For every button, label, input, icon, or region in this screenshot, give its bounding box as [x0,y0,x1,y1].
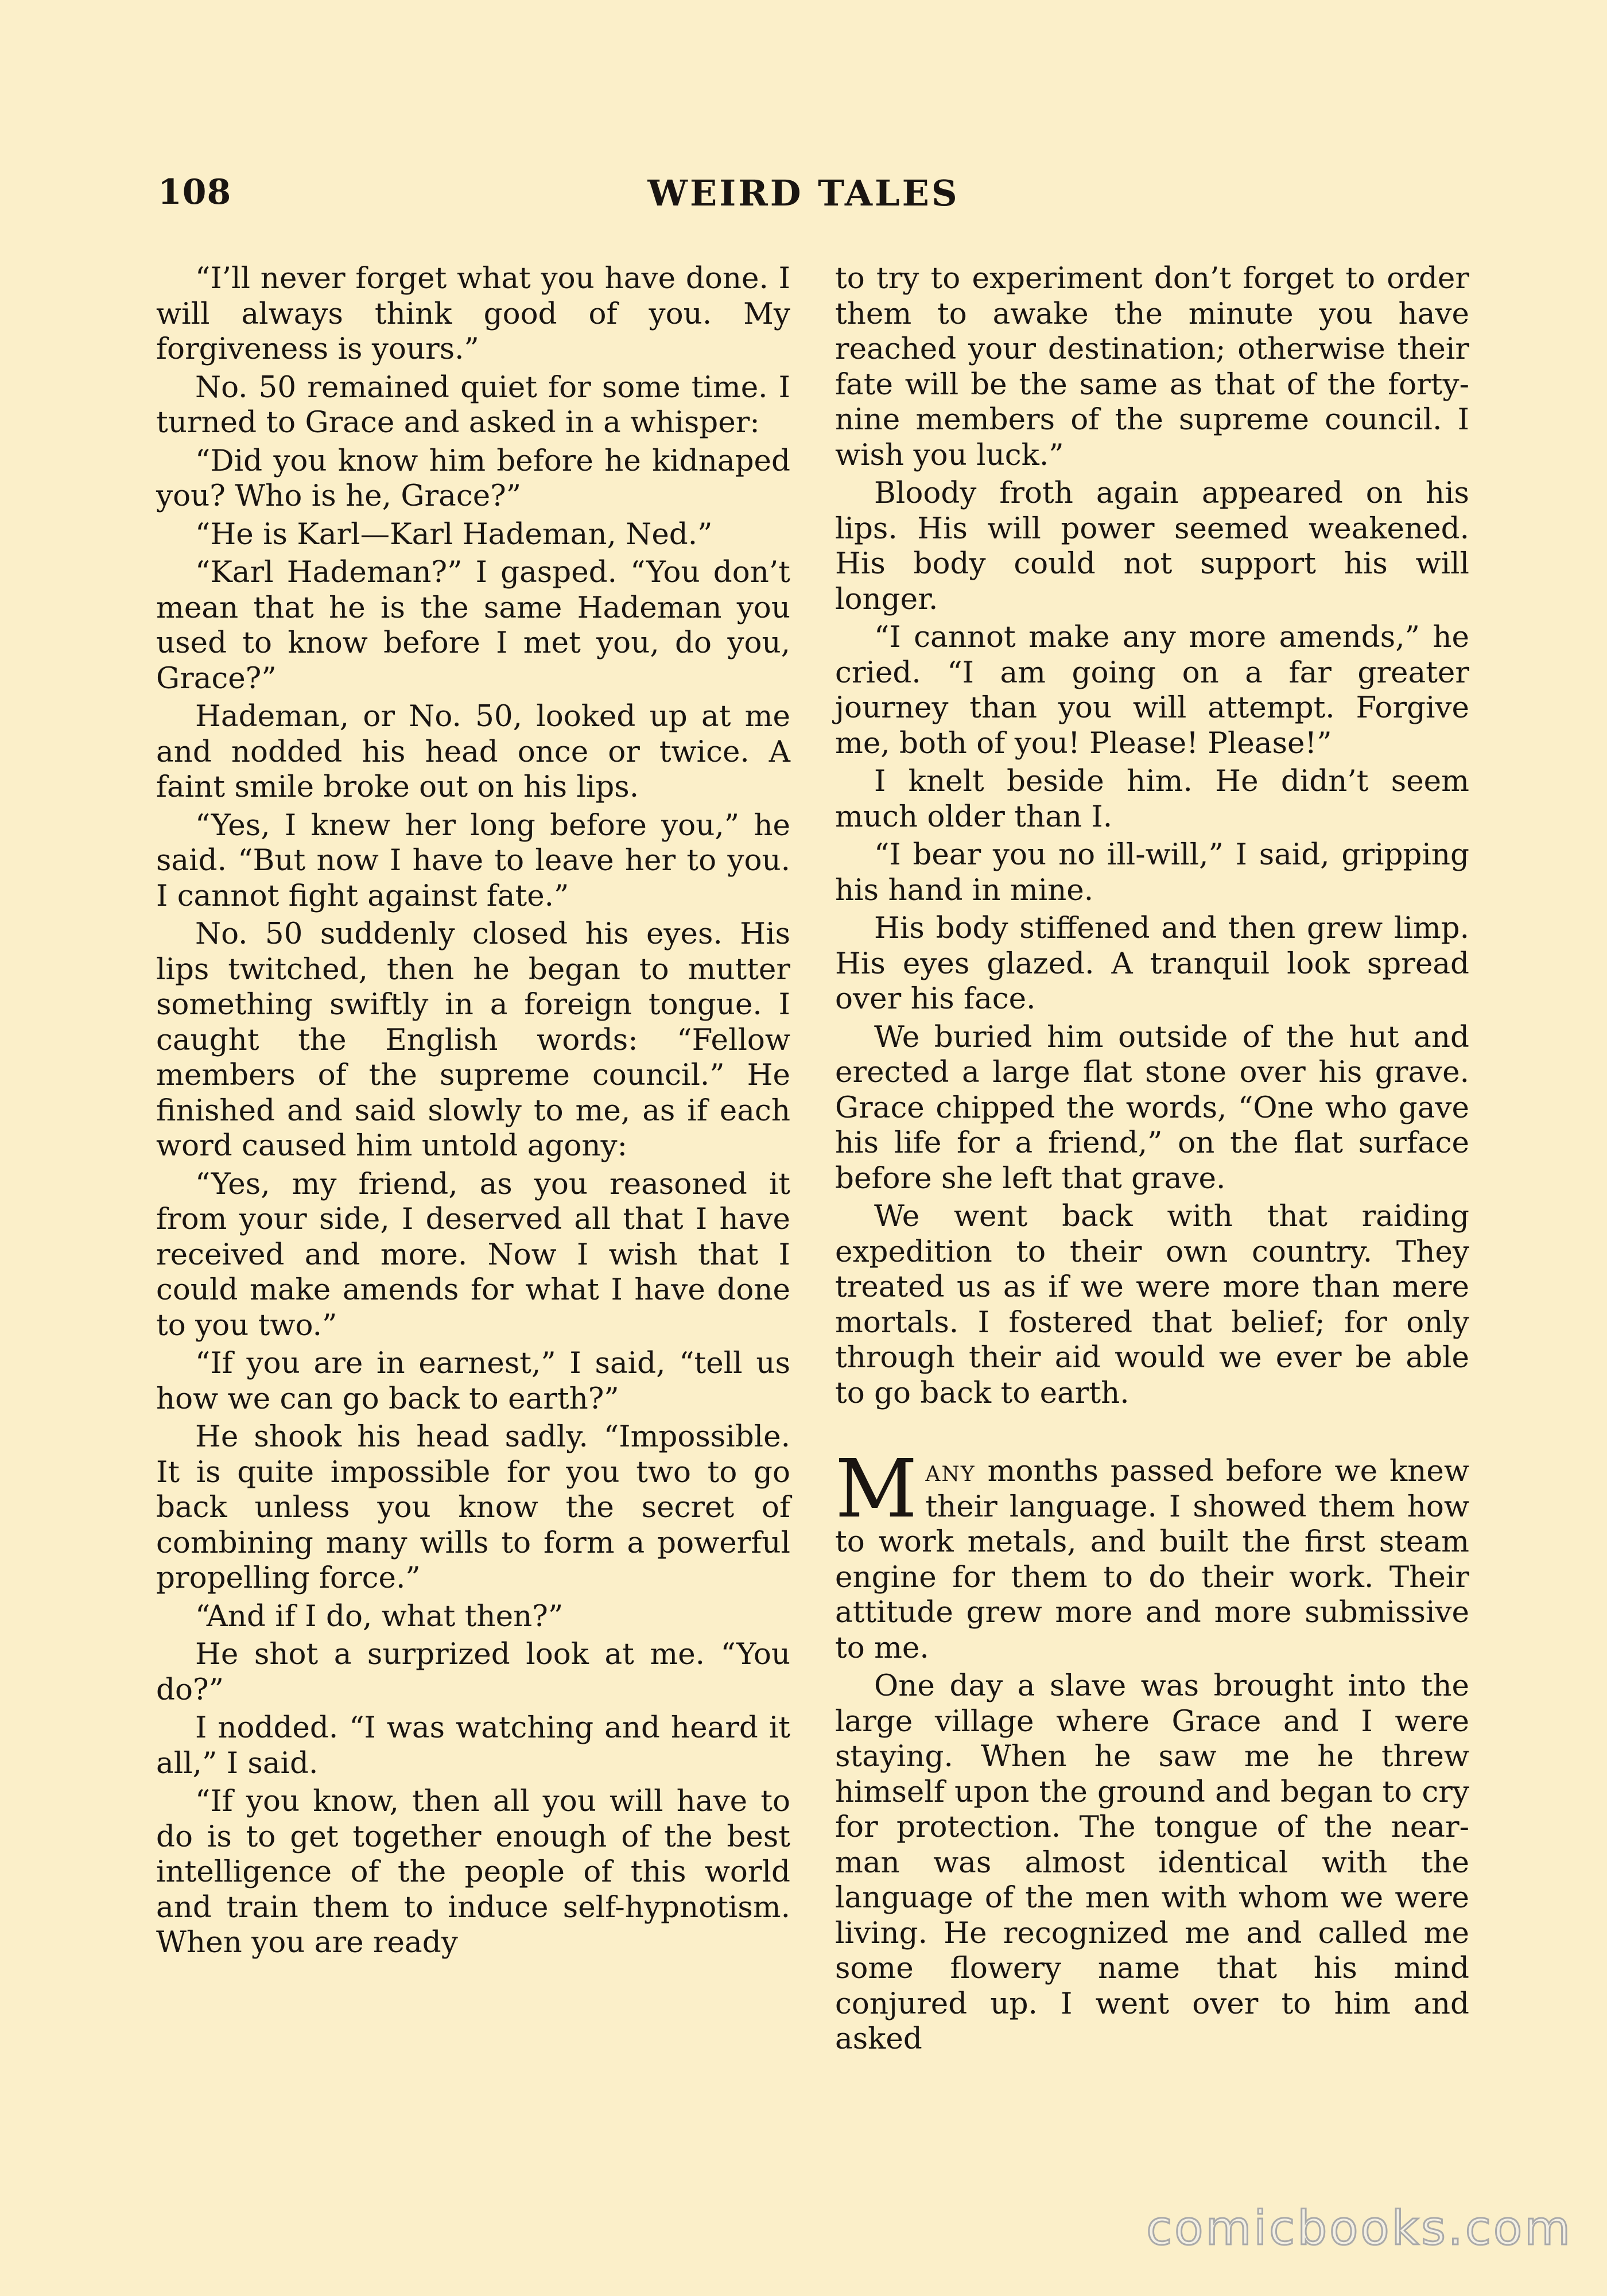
paragraph: “I’ll never forget what you have done. I will always think good of you. My forgiveness is yours.” [156,261,790,366]
paragraph: “Did you know him before he kidnaped you? Who is he, Grace?” [156,443,790,513]
paragraph: “He is Karl—Karl Hademan, Ned.” [195,517,713,552]
paragraph: Bloody froth again appeared on his lips. His will power seemed weakened. His body could not support his will longer. [835,476,1469,616]
paragraph: to try to experiment don’t forget to order them to awake the minute you have reached your destination; otherwise their fate will be the same as that of the forty-nine members of the supreme council. I wish you luck.” [835,261,1469,472]
right-column [835,261,1469,2060]
paragraph: His body stiffened and then grew limp. His eyes glazed. A tranquil look spread over his face. [835,911,1469,1016]
paragraph: I knelt beside him. He didn’t seem much older than I. [835,764,1469,834]
paragraph: No. 50 remained quiet for some time. I turned to Grace and asked in a whisper: [156,370,790,440]
paragraph: “Yes, I knew her long before you,” he said. “But now I have to leave her to you. I cannot fight against fate.” [156,808,790,913]
drop-cap: M [835,1442,918,1536]
paragraph: “I cannot make any more amends,” he cried. “I am going on a far greater journey than you will attempt. Forgive me, both of you! Please! Please!” [835,620,1469,761]
page-number: 108 [158,172,232,212]
section-opening-paragraph [835,1442,1469,1666]
paragraph: “If you are in earnest,” I said, “tell us how we can go back to earth?” [156,1346,790,1416]
section-opening-text: months passed before we knew their language. I showed them how to work metals, and built the first steam engine for them to do their work. Their attitude grew more and more submissive to me. [835,1454,1469,1665]
paragraph: “If you know, then all you will have to do is to get together enough of the best intelligence of the people of this world and train them to induce self-hypnotism. When you are ready [156,1784,790,1960]
paragraph: We went back with that raiding expedition to their own country. They treated us as if we were more than mere mortals. I fostered that belief; for only through their aid would we ever be able to go back to earth. [835,1199,1469,1410]
section-break [835,1414,1469,1454]
paragraph: “And if I do, what then?” [195,1599,564,1634]
running-title: WEIRD TALES [647,172,960,214]
watermark: comicbooks.com [1146,2201,1573,2256]
page-header [158,172,1449,230]
paragraph: We buried him outside of the hut and erected a large flat stone over his grave. Grace chipped the words, “One who gave his life for a friend,” on the flat surface before she left that grave. [835,1019,1469,1196]
paragraph: One day a slave was brought into the large village where Grace and I were staying. When he saw me he threw himself upon the ground and began to cry for protection. The tongue of the near-man was almost identical with the language of the men with whom we were living. He recognized me and called me some flowery name that his mind conjured up. I went over to him and asked [835,1669,1469,2056]
paragraph: Hademan, or No. 50, looked up at me and nodded his head once or twice. A faint smile broke out on his lips. [156,699,790,804]
small-caps-lead: any [925,1454,976,1488]
paragraph: He shot a surprized look at me. “You do?” [156,1637,790,1707]
paragraph: “I bear you no ill-will,” I said, gripping his hand in mine. [835,837,1469,907]
paragraph: I nodded. “I was watching and heard it all,” I said. [156,1711,790,1781]
paragraph: He shook his head sadly. “Impossible. It is quite impossible for you two to go back unless you know the secret of combining many wills to form a powerful propelling force.” [156,1420,790,1595]
paragraph: “Yes, my friend, as you reasoned it from your side, I deserved all that I have received and more. Now I wish that I could make amends for what I have done to you two.” [156,1166,790,1343]
paragraph: No. 50 suddenly closed his eyes. His lips twitched, then he began to mutter something swiftly in a foreign tongue. I caught the English words: “Fellow members of the supreme council.” He finished and said slowly to me, as if each word caused him untold agony: [156,917,790,1163]
paragraph: “Karl Hademan?” I gasped. “You don’t mean that he is the same Hademan you used to know before I met you, do you, Grace?” [156,555,790,696]
left-column [156,261,790,1964]
